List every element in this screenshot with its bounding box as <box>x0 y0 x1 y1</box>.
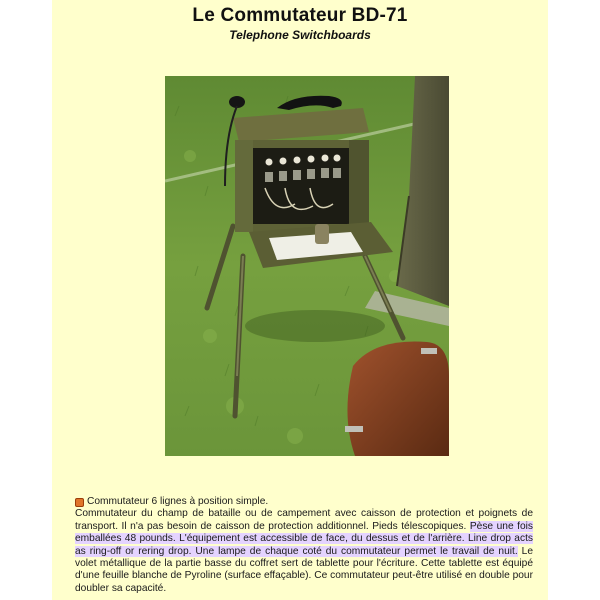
page-title: Le Commutateur BD-71 <box>192 5 408 26</box>
caption-text-2: Le volet métallique de la partie basse du coffret sert de tablette pour l'écriture. Cette tablette est équipé d'une feuille blanche de Pyroline (surface effaçable). Ce commutateur peut-être utilisé en double pour doubler sa capacité. <box>75 545 533 594</box>
photo-caption <box>75 496 533 595</box>
orange-square-bullet-icon <box>75 498 84 507</box>
caption-body <box>75 508 533 595</box>
caption-text-1: Commutateur du champ de bataille ou de campement avec caisson de protection et poignets de transport. Il n'a pas besoin de caisson de protection additionnel. Pieds télescopiques. <box>75 508 533 532</box>
caption-lead: Commutateur 6 lignes à position simple. <box>87 496 269 507</box>
document-page <box>52 0 548 600</box>
caption-highlighted-text: Pèse une fois emballées 48 pounds. L'équipement est accessible de face, du dessus et de l'arrière. Line drop acts as ring-off or rering drop. Une lampe de chaque coté du commutateur permet le travail de nuit. <box>75 520 534 557</box>
switchboard-photo <box>165 76 449 456</box>
page-subtitle: Telephone Switchboards <box>229 28 371 42</box>
